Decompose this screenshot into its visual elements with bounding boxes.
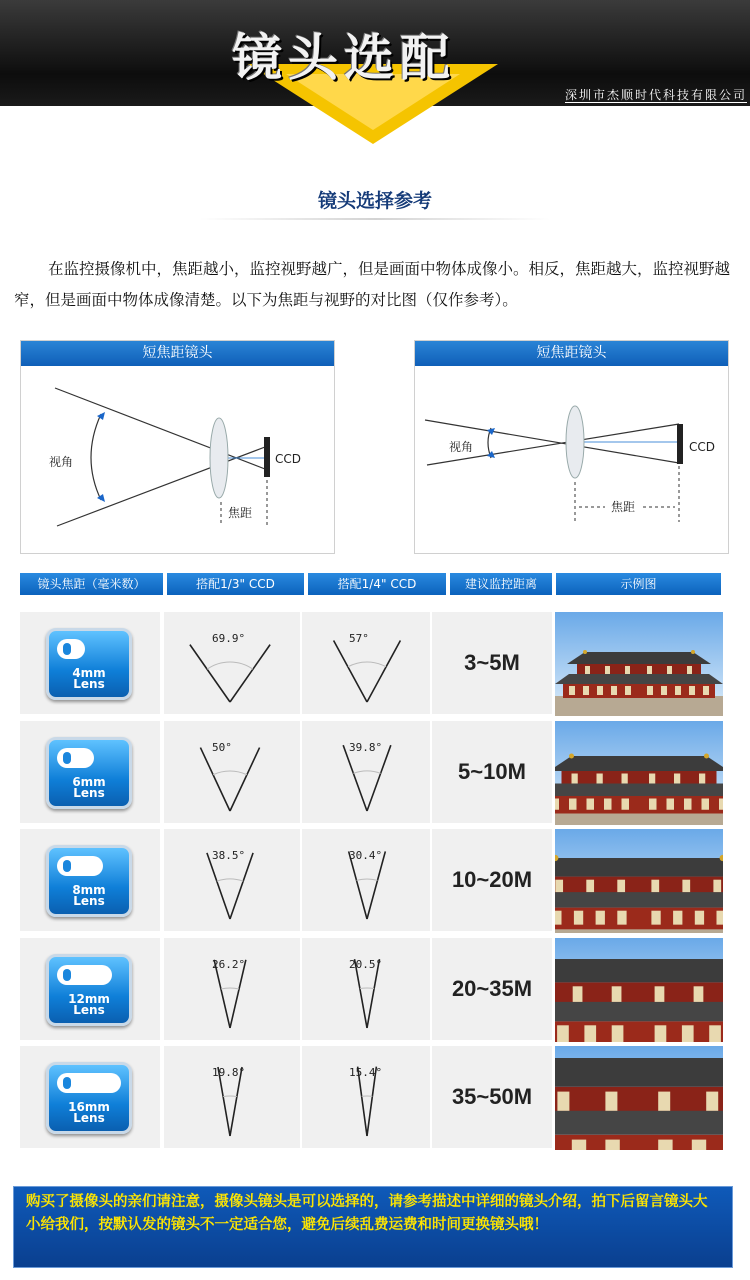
diagram-short-focal-narrow (414, 340, 729, 554)
column-header-lens: 镜头焦距（毫米数） (20, 573, 163, 595)
temple-photo (555, 612, 723, 716)
fov-angle-14ccd-label: 20.5° (349, 957, 383, 971)
monitor-distance: 3~5M (464, 650, 520, 675)
section-heading: 镜头选择参考 (317, 190, 432, 212)
lens-sub-label: Lens (73, 785, 105, 800)
column-header-distance: 建议监控距离 (450, 573, 552, 595)
angle-label: 视角 (49, 455, 74, 469)
lens-icon (46, 628, 132, 700)
temple-photo (555, 829, 723, 933)
lens-focal-length: 8mm (72, 883, 106, 897)
heading-divider (200, 218, 550, 220)
ccd-label: CCD (689, 440, 715, 454)
column-header-14ccd: 搭配1/4" CCD (308, 573, 446, 595)
lens-sub-label: Lens (73, 894, 105, 908)
lens-aperture (63, 752, 71, 764)
column-header-13ccd: 搭配1/3" CCD (167, 573, 304, 595)
fov-angle-13ccd-label: 50° (212, 740, 232, 754)
diagram-short-focal-wide (20, 340, 335, 554)
lens-sub-label: Lens (73, 1111, 105, 1125)
lens-sub-label: Lens (73, 677, 105, 691)
fov-angle-13ccd-label: 19.8° (212, 1066, 246, 1079)
lens-tube-shape (57, 639, 85, 659)
temple-photo (555, 938, 723, 1042)
lens-aperture (63, 643, 71, 655)
temple-photo (555, 1046, 723, 1150)
lens-aperture (63, 969, 71, 981)
monitor-distance: 35~50M (451, 1084, 533, 1109)
company-name: 深圳市杰顺时代科技有限公司 (564, 88, 747, 102)
fov-angle-14ccd-label: 39.8° (349, 740, 383, 754)
focal-label: 焦距 (228, 506, 253, 520)
lens-focal-length: 12mm (68, 991, 110, 1006)
lens-icon (46, 954, 132, 1026)
lens-icon (46, 737, 132, 809)
monitor-distance: 5~10M (458, 758, 526, 784)
lens-focal-length: 4mm (72, 666, 106, 680)
purchase-notice: 购买了摄像头的亲们请注意，摄像头镜头是可以选择的，请参考描述中详细的镜头介绍，拍下后留言镜头大小给我们，按默认发的镜头不一定适合您，避免后续乱费运费和时间更换镜头哦！ (13, 1186, 733, 1268)
page-header (0, 0, 750, 106)
column-header-example: 示例图 (556, 573, 721, 595)
lens-focal-length: 16mm (68, 1100, 110, 1114)
monitor-distance: 10~20M (451, 867, 533, 892)
lens-aperture (63, 860, 71, 872)
diagram-title: 短焦距镜头 (415, 341, 728, 366)
fov-angle-14ccd-label: 57° (349, 632, 369, 645)
lens-sub-label: Lens (73, 1002, 105, 1017)
fov-angle-13ccd-label: 38.5° (212, 849, 246, 862)
angle-label: 视角 (449, 440, 474, 454)
lens-aperture (63, 1077, 71, 1089)
ccd-label: CCD (275, 452, 301, 466)
lens-focal-length: 6mm (72, 774, 106, 789)
monitor-distance: 20~35M (451, 975, 533, 1001)
fov-angle-14ccd-label: 15.4° (349, 1066, 383, 1079)
page-title: 镜头选配 (232, 29, 456, 87)
fov-angle-13ccd-label: 26.2° (212, 957, 246, 971)
focal-label: 焦距 (611, 500, 636, 514)
intro-paragraph: 在监控摄像机中，焦距越小，监控视野越广，但是画面中物体成像小。相反，焦距越大，监控视野越窄，但是画面中物体成像清楚。以下为焦距与视野的对比图（仅作参考）。 (14, 260, 731, 309)
lens-icon (46, 845, 132, 917)
fov-angle-13ccd-label: 69.9° (212, 632, 246, 645)
diagram-title: 短焦距镜头 (21, 341, 334, 366)
temple-photo (555, 721, 723, 825)
lens-icon (46, 1062, 132, 1134)
focal-diagram-narrow (415, 366, 728, 554)
fov-angle-14ccd-label: 30.4° (349, 849, 383, 862)
